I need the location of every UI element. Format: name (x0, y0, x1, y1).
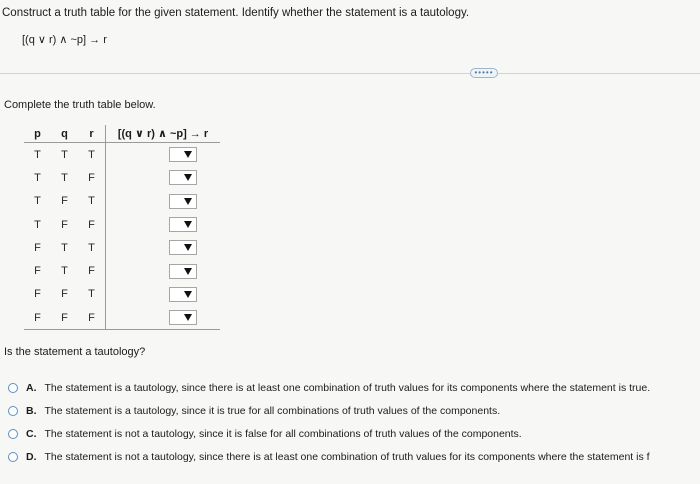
answer-cell (106, 143, 221, 167)
table-row (24, 236, 220, 259)
answer-cell (106, 190, 221, 213)
option-d[interactable] (8, 445, 700, 468)
option-c[interactable] (8, 422, 700, 445)
tautology-question: Is the statement a tautology? (4, 346, 146, 358)
cell-r: T (88, 148, 95, 161)
header-q: q (51, 125, 78, 143)
section-divider (0, 73, 700, 74)
option-letter: B. (26, 404, 37, 417)
cell-p: T (34, 218, 41, 231)
answer-dropdown[interactable] (169, 264, 197, 279)
answer-dropdown[interactable] (169, 310, 197, 325)
table-row (24, 166, 220, 189)
option-letter: C. (26, 427, 37, 440)
answer-cell (106, 166, 221, 189)
dropdown-arrow-icon (184, 314, 192, 321)
table-row (24, 259, 220, 282)
answer-cell (106, 236, 221, 259)
answer-cell (106, 306, 221, 330)
option-text: The statement is a tautology, since there is at least one combination of truth values for its components where the statement is true. (44, 381, 651, 394)
cell-r: F (88, 265, 95, 278)
dropdown-arrow-icon (184, 221, 192, 228)
cell-r: F (88, 218, 95, 231)
header-statement: [(q ∨ r) ∧ ~p] → r (106, 125, 221, 143)
cell-q: T (61, 265, 68, 278)
option-text: The statement is not a tautology, since there is at least one combination of truth values for its components where the statement is f (44, 450, 650, 463)
cell-p: F (34, 288, 41, 301)
dropdown-arrow-icon (184, 151, 192, 158)
dropdown-arrow-icon (184, 291, 192, 298)
cell-q: F (61, 195, 68, 208)
cell-p: T (34, 171, 41, 184)
dropdown-arrow-icon (184, 268, 192, 275)
cell-q: F (51, 306, 78, 330)
cell-q: T (61, 241, 68, 254)
radio-button[interactable] (8, 452, 18, 462)
table-row (24, 190, 220, 213)
answer-dropdown[interactable] (169, 147, 197, 162)
option-b[interactable] (8, 399, 700, 422)
answer-dropdown[interactable] (169, 194, 197, 209)
option-text: The statement is not a tautology, since it is false for all combinations of truth values of the components. (44, 427, 522, 440)
cell-p: T (34, 195, 41, 208)
option-a[interactable] (8, 376, 700, 399)
dropdown-arrow-icon (184, 244, 192, 251)
answer-dropdown[interactable] (169, 240, 197, 255)
header-r: r (78, 125, 106, 143)
cell-p: F (34, 265, 41, 278)
option-letter: D. (26, 450, 37, 463)
answer-cell (106, 259, 221, 282)
table-row (24, 283, 220, 306)
radio-button[interactable] (8, 383, 18, 393)
radio-button[interactable] (8, 429, 18, 439)
option-letter: A. (26, 381, 37, 394)
option-text: The statement is a tautology, since it is true for all combinations of truth values of the components. (44, 404, 501, 417)
table-instruction: Complete the truth table below. (4, 99, 156, 111)
header-p: p (24, 125, 51, 143)
cell-r: T (88, 195, 95, 208)
cell-p: T (34, 148, 41, 161)
cell-r: T (88, 288, 95, 301)
question-prompt: Construct a truth table for the given statement. Identify whether the statement is a tautology. (2, 7, 470, 19)
cell-q: T (61, 148, 68, 161)
radio-button[interactable] (8, 406, 18, 416)
cell-q: F (61, 218, 68, 231)
answer-cell (106, 213, 221, 236)
truth-table (24, 125, 220, 330)
answer-options (8, 376, 700, 468)
answer-dropdown[interactable] (169, 217, 197, 232)
table-row (24, 213, 220, 236)
cell-p: F (34, 241, 41, 254)
table-row (24, 143, 220, 167)
cell-q: T (61, 171, 68, 184)
cell-r: T (88, 241, 95, 254)
answer-dropdown[interactable] (169, 287, 197, 302)
cell-r: F (78, 306, 106, 330)
answer-cell (106, 283, 221, 306)
cell-p: F (24, 306, 51, 330)
dropdown-arrow-icon (184, 174, 192, 181)
cell-q: F (61, 288, 68, 301)
statement-expression: [(q ∨ r) ∧ ~p] → r (22, 34, 107, 46)
dropdown-arrow-icon (184, 198, 192, 205)
expand-more-button[interactable]: ••••• (470, 68, 498, 78)
answer-dropdown[interactable] (169, 170, 197, 185)
cell-r: F (88, 171, 95, 184)
truth-table-header (24, 125, 220, 143)
table-row (24, 306, 220, 330)
